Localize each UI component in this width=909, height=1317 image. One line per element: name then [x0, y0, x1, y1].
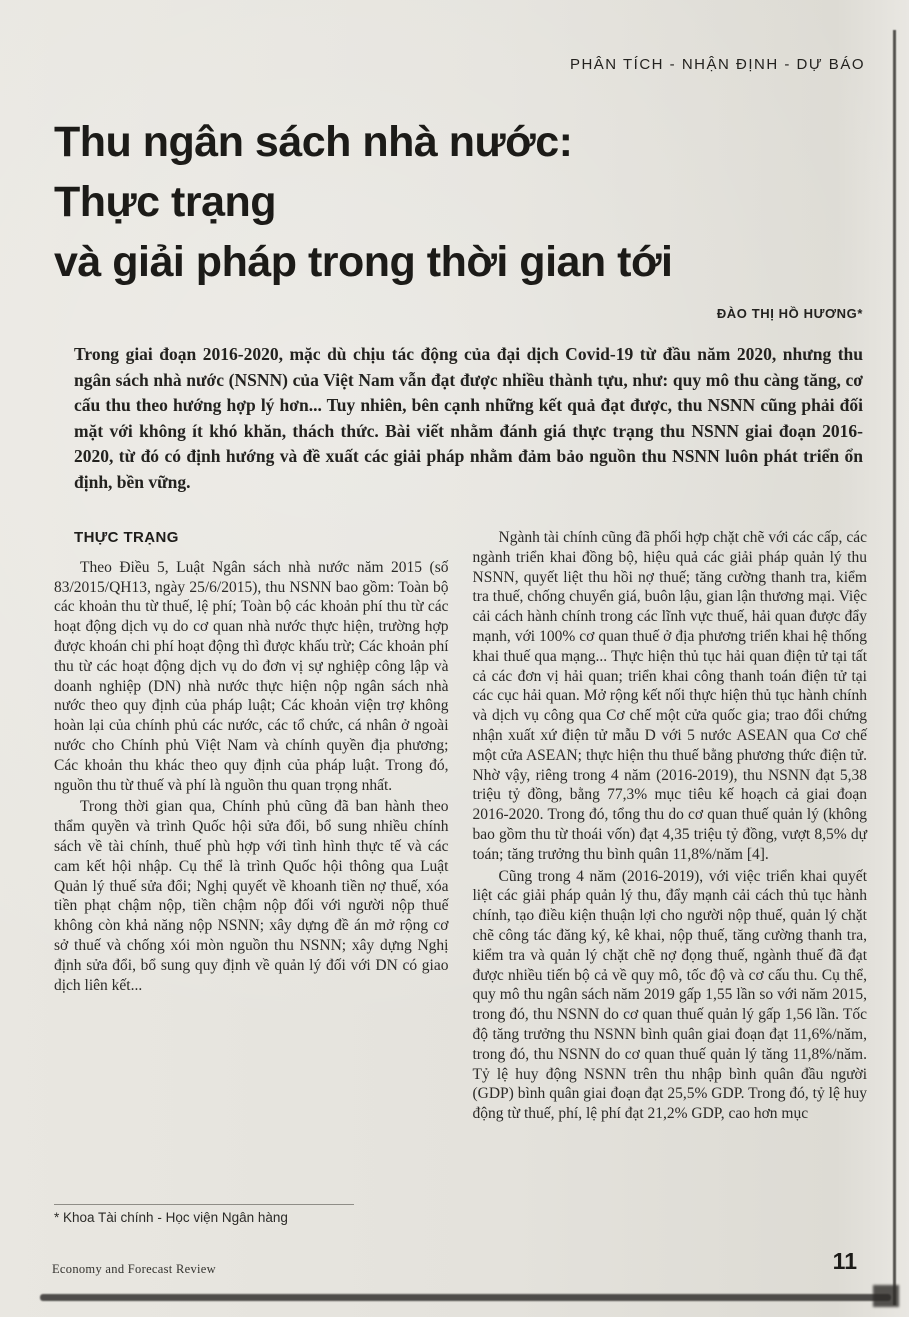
article-abstract: Trong giai đoạn 2016-2020, mặc dù chịu tác động của đại dịch Covid-19 từ đầu năm 2020, nhưng thu ngân sách nhà nước (NSNN) của Việt Nam vẫn đạt được nhiều thành tựu, như: quy mô thu càng tăng, cơ cấu thu theo hướng hợp lý hơn... Tuy nhiên, bên cạnh những kết quả đạt được, thu NSNN cũng phải đối mặt với không ít khó khăn, thách thức. Bài viết nhằm đánh giá thực trạng thu NSNN giai đoạn 2016-2020, từ đó có định hướng và đề xuất các giải pháp nhằm đảm bảo nguồn thu NSNN luôn phát triển ổn định, bền vững. [74, 344, 863, 492]
body-paragraph: Cũng trong 4 năm (2016-2019), với việc triển khai quyết liệt các giải pháp quản lý thu, đẩy mạnh cải cách thủ tục hành chính, tạo điều kiện thuận lợi cho người nộp thuế, quản lý chặt chẽ công tác đăng ký, kê khai, nộp thuế, tăng cường thanh tra, kiểm tra và quản lý chặt chẽ nợ đọng thuế, ngành thuế đã đạt được nhiều tiến bộ cả về quy mô, tốc độ và cơ cấu thu. Cụ thể, quy mô thu ngân sách năm 2019 gấp 1,55 lần so với năm 2015, trong đó, thu NSNN do cơ quan thuế quản lý gấp 1,56 lần. Tốc độ tăng trưởng thu NSNN bình quân giai đoạn đạt 11,6%/năm, trong đó, thu NSNN do cơ quan thuế quản lý tăng 11,8%/năm. Tỷ lệ huy động NSNN trên thu nhập bình quân đầu người (GDP) bình quân giai đoạn đạt 25,5% GDP. Trong đó, tỷ lệ huy động từ thuế, phí, lệ phí đạt 21,2% GDP, cao hơn mục [472, 867, 867, 1123]
left-column [54, 528, 449, 1126]
article-title [54, 112, 869, 292]
article-body [54, 528, 867, 1126]
article-title-line-3: và giải pháp trong thời gian tới [54, 238, 673, 286]
scan-edge-right [893, 30, 896, 1305]
body-paragraph: Trong thời gian qua, Chính phủ cũng đã ban hành theo thẩm quyền và trình Quốc hội sửa đổi, bổ sung nhiều chính sách về tài chính, thuế phù hợp với tình hình thực tế và các cam kết hội nhập. Cụ thể là trình Quốc hội thông qua Luật Quản lý thuế sửa đổi; Nghị quyết về khoanh tiền nợ thuế, xóa tiền phạt chậm nộp, tiền chậm nộp đối với người nộp thuế không còn khả năng nộp NSNN; xây dựng đề án mở rộng cơ sở thuế và chống xói mòn nguồn thu NSNN; xây dựng Nghị định sửa đổi, bổ sung quy định về quản lý đối với DN có giao dịch liên kết... [54, 798, 449, 994]
right-column [473, 528, 868, 1126]
page-number: 11 [832, 1248, 857, 1274]
journal-name: Economy and Forecast Review [52, 1262, 216, 1276]
body-paragraph: Theo Điều 5, Luật Ngân sách nhà nước năm 2015 (số 83/2015/QH13, ngày 25/6/2015), thu NSNN bao gồm: Toàn bộ các khoản thu từ thuế, lệ phí; Toàn bộ các khoản phí thu từ các hoạt động dịch vụ do cơ quan nhà nước thực hiện, trường hợp được khoán chi phí hoạt động thì được khấu trừ; Các khoản phí thu từ các hoạt động dịch vụ do đơn vị sự nghiệp công lập và doanh nghiệp (DN) nhà nước thực hiện nộp ngân sách nhà nước theo quy định của pháp luật; Các khoản viện trợ không hoàn lại của chính phủ các nước, các tổ chức, cá nhân ở ngoài nước cho Chính phủ Việt Nam và chính quyền địa phương; Các khoản thu khác theo quy định của pháp luật. Trong đó, nguồn thu từ thuế và phí là nguồn thu quan trọng nhất. [54, 558, 449, 794]
article-title-line-1: Thu ngân sách nhà nước: [54, 118, 573, 166]
section-kicker: PHÂN TÍCH - NHẬN ĐỊNH - DỰ BÁO [569, 56, 865, 73]
author-name: ĐÀO THỊ HỒ HƯƠNG* [716, 306, 863, 321]
article-title-line-2: Thực trạng [54, 178, 277, 226]
section-heading: THỰC TRẠNG [74, 529, 179, 546]
author-affiliation-footnote: * Khoa Tài chính - Học viện Ngân hàng [54, 1204, 354, 1225]
scan-edge-bottom [40, 1294, 891, 1301]
scan-corner-shadow [873, 1285, 899, 1307]
body-paragraph: Ngành tài chính cũng đã phối hợp chặt chẽ với các cấp, các ngành triển khai đồng bộ, hiệu quả các giải pháp quản lý thu NSNN, quyết liệt thu hồi nợ thuế; tăng cường thanh tra, kiểm tra thuế, chống chuyển giá, buôn lậu, gian lận thương mại. Việc cải cách hành chính trong các lĩnh vực thuế, hải quan được đẩy mạnh, với 100% cơ quan thuế ở địa phương triển khai hệ thống khai thuế qua mạng... Thực hiện thủ tục hải quan điện tử tại tất cả các đơn vị hải quan; triển khai công thanh toán điện tử tại các cục hải quan. Mở rộng kết nối thực hiện thủ tục hành chính và dịch vụ công qua Cơ chế một cửa quốc gia; trao đổi chứng nhận xuất xứ điện tử mẫu D với 5 nước ASEAN qua Cơ chế một cửa ASEAN; thực hiện thu thuế bằng phương thức điện tử. Nhờ vậy, riêng trong 4 năm (2016-2019), thu NSNN đạt 5,38 triệu tỷ đồng, bằng 77,3% mục tiêu kế hoạch cả giai đoạn 2016-2020. Trong đó, tổng thu do cơ quan thuế quản lý (không bao gồm thu từ thoái vốn) đạt 4,35 triệu tỷ đồng, vượt 8,5% dự toán; tăng trưởng thu bình quân 11,8%/năm [4]. [472, 529, 867, 863]
